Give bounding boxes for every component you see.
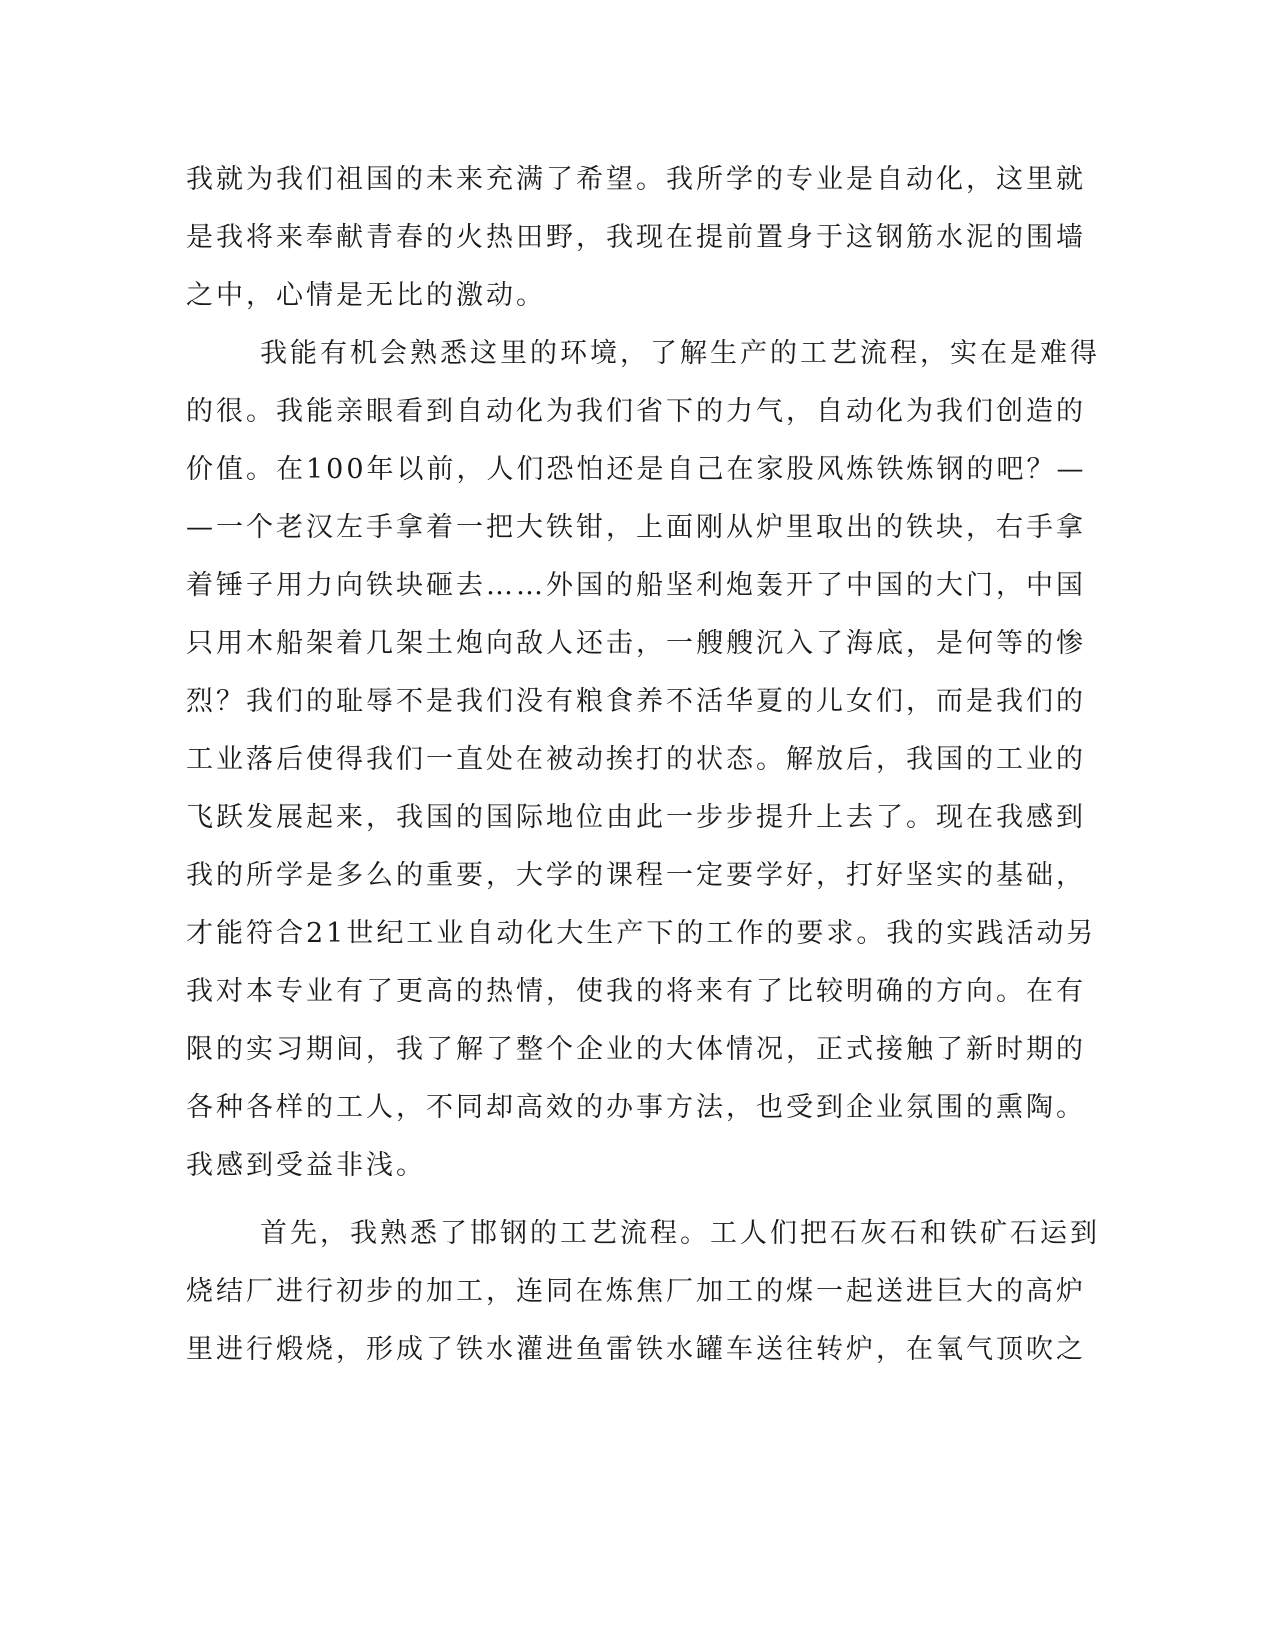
text-line: 是我将来奉献青春的火热田野，我现在提前置身于这钢筋水泥的围墙 xyxy=(186,222,1086,253)
text-line: —一个老汉左手拿着一把大铁钳，上面刚从炉里取出的铁块，右手拿 xyxy=(186,512,1086,543)
text-line: 我的所学是多么的重要，大学的课程一定要学好，打好坚实的基础， xyxy=(186,860,1086,891)
paragraph-first-line: 首先，我熟悉了邯钢的工艺流程。工人们把石灰石和铁矿石运到 xyxy=(260,1218,1100,1249)
text-line: 各种各样的工人，不同却高效的办事方法，也受到企业氛围的熏陶。 xyxy=(186,1092,1086,1123)
text-line: 我对本专业有了更高的热情，使我的将来有了比较明确的方向。在有 xyxy=(186,976,1086,1007)
text-line: 限的实习期间，我了解了整个企业的大体情况，正式接触了新时期的 xyxy=(186,1034,1086,1065)
text-line: 烈？我们的耻辱不是我们没有粮食养不活华夏的儿女们，而是我们的 xyxy=(186,686,1086,717)
text-line: 才能符合21世纪工业自动化大生产下的工作的要求。我的实践活动另 xyxy=(186,918,1097,949)
text-line: 我感到受益非浅。 xyxy=(186,1150,426,1181)
text-line: 工业落后使得我们一直处在被动挨打的状态。解放后，我国的工业的 xyxy=(186,744,1086,775)
paragraph-first-line: 我能有机会熟悉这里的环境，了解生产的工艺流程，实在是难得 xyxy=(260,338,1100,369)
text-line: 里进行煅烧，形成了铁水灌进鱼雷铁水罐车送往转炉，在氧气顶吹之 xyxy=(186,1334,1086,1365)
text-line: 着锤子用力向铁块砸去……外国的船坚利炮轰开了中国的大门，中国 xyxy=(186,570,1086,601)
text-line: 我就为我们祖国的未来充满了希望。我所学的专业是自动化，这里就 xyxy=(186,164,1086,195)
text-line: 只用木船架着几架土炮向敌人还击，一艘艘沉入了海底，是何等的惨 xyxy=(186,628,1086,659)
text-line: 价值。在100年以前，人们恐怕还是自己在家股风炼铁炼钢的吧？— xyxy=(186,454,1087,485)
text-line: 的很。我能亲眼看到自动化为我们省下的力气，自动化为我们创造的 xyxy=(186,396,1086,427)
text-line: 烧结厂进行初步的加工，连同在炼焦厂加工的煤一起送进巨大的高炉 xyxy=(186,1276,1086,1307)
text-line: 之中，心情是无比的激动。 xyxy=(186,280,546,311)
text-line: 飞跃发展起来，我国的国际地位由此一步步提升上去了。现在我感到 xyxy=(186,802,1086,833)
